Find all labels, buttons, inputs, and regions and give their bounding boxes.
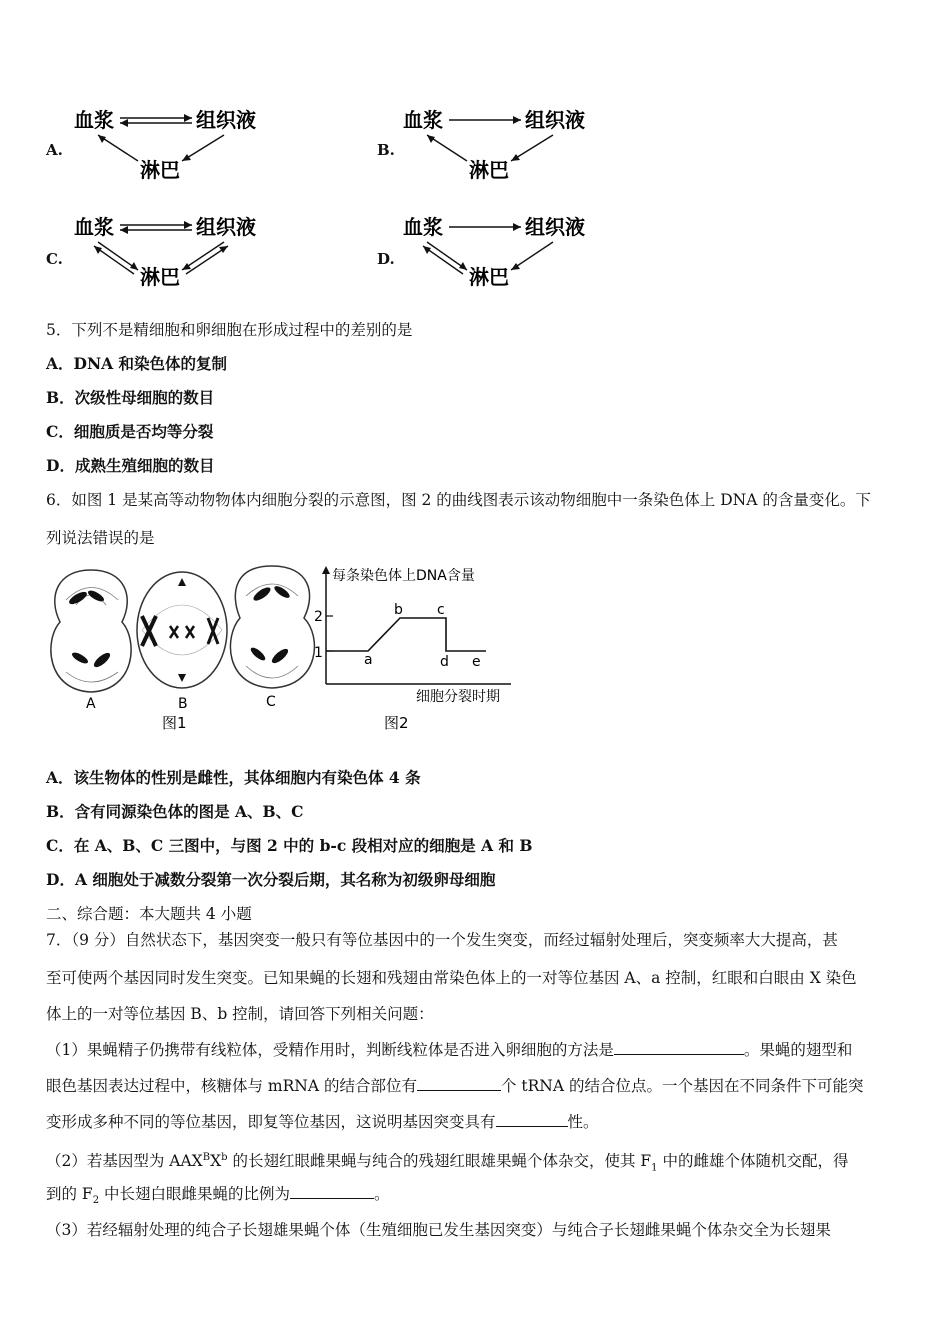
answer-blank-3[interactable] [496, 1112, 568, 1127]
q7-part1-line3 [46, 1112, 599, 1132]
plasma-label: 血浆 [74, 215, 114, 239]
q7-part2-line2 [46, 1184, 390, 1211]
superscript: B [202, 1152, 211, 1163]
q7-line3: 体上的一对等位基因 B、b 控制，请回答下列相关问题： [46, 1005, 434, 1023]
lymph-label: 淋巴 [469, 265, 509, 289]
cell-c-label: C [266, 694, 276, 710]
q7-part2-line1 [46, 1148, 848, 1178]
text: 的长翅红眼雌果蝇与纯合的残翅红眼雄果蝇个体杂交，使其 F [227, 1152, 652, 1171]
q7-part3-line1: （3）若经辐射处理的纯合子长翅雄果蝇个体（生殖细胞已发生基因突变）与纯合子长翅雌果蝇个体杂交全为长翅果 [46, 1221, 831, 1239]
q6-stem-line1: 6．如图 1 是某高等动物物体内细胞分裂的示意图，图 2 的曲线图表示该动物细胞中一条染色体上 DNA 的含量变化。下 [46, 491, 871, 509]
q5-option-b: B．次级性母细胞的数目 [46, 388, 215, 407]
diagram-C [46, 212, 346, 292]
flow-arrows [74, 105, 314, 185]
figure-1-caption: 图1 [162, 714, 187, 732]
option-label: C. [46, 250, 63, 268]
x-axis-label: 细胞分裂时期 [416, 689, 500, 705]
cell-b-label: B [178, 696, 188, 712]
plasma-label: 血浆 [403, 215, 443, 239]
y-tick-2: 2 [314, 609, 323, 625]
point-c: c [437, 602, 445, 618]
answer-blank-4[interactable] [290, 1184, 374, 1199]
q6-figures [46, 560, 526, 740]
figure-1-and-2 [46, 560, 526, 740]
q7-line2: 至可使两个基因同时发生突变。已知果蝇的长翅和残翅由常染色体上的一对等位基因 A、a 控制，红眼和白眼由 X 染色 [46, 969, 857, 987]
flow-arrows [74, 212, 314, 292]
q6-option-a: A．该生物体的性别是雌性，其体细胞内有染色体 4 条 [46, 768, 421, 787]
tissue-label: 组织液 [525, 108, 585, 132]
point-e: e [472, 654, 481, 670]
text: 。果蝇的翅型和 [743, 1041, 853, 1059]
subscript: 2 [92, 1195, 100, 1207]
q5-option-a: A．DNA 和染色体的复制 [46, 354, 228, 373]
lymph-label: 淋巴 [140, 265, 180, 289]
answer-blank-2[interactable] [417, 1076, 501, 1091]
option-label: A. [46, 141, 63, 159]
text: 中的雌雄个体随机交配，得 [657, 1152, 849, 1171]
cell-b [137, 572, 227, 712]
section-2-heading: 二、综合题：本大题共 4 小题 [46, 905, 252, 923]
lymph-label: 淋巴 [469, 158, 509, 182]
superscript: b [221, 1152, 228, 1163]
dna-content-curve [326, 618, 486, 651]
tissue-label: 组织液 [525, 215, 585, 239]
text: （1）果蝇精子仍携带有线粒体，受精作用时，判断线粒体是否进入卵细胞的方法是 [46, 1041, 614, 1059]
text: 性。 [567, 1113, 599, 1131]
text: 中长翅白眼雌果蝇的比例为 [99, 1185, 290, 1203]
plasma-label: 血浆 [74, 108, 114, 132]
q7-part1-line2 [46, 1076, 864, 1096]
q5-option-d: D．成熟生殖细胞的数目 [46, 456, 215, 475]
cell-c [230, 566, 314, 710]
plasma-label: 血浆 [403, 108, 443, 132]
cell-a-label: A [86, 696, 96, 712]
text: 。 [374, 1185, 390, 1203]
option-label: D. [377, 250, 395, 268]
text: X [210, 1152, 222, 1171]
text: 变形成多种不同的等位基因，即复等位基因，这说明基因突变具有 [46, 1113, 496, 1131]
answer-blank-1[interactable] [614, 1040, 744, 1055]
q5-option-c: C．细胞质是否均等分裂 [46, 422, 214, 441]
point-d: d [440, 654, 449, 670]
y-tick-1: 1 [314, 645, 323, 661]
diagram-A [46, 105, 346, 185]
q7-line1: 7．（9 分）自然状态下，基因突变一般只有等位基因中的一个发生突变，而经过辐射处理后，突变频率大大提高，甚 [46, 931, 838, 949]
point-b: b [394, 602, 403, 618]
tissue-label: 组织液 [196, 108, 256, 132]
flow-arrows [403, 105, 643, 185]
q6-option-b: B．含有同源染色体的图是 A、B、C [46, 802, 304, 821]
figure-2-graph [314, 566, 511, 732]
diagram-D [377, 212, 677, 292]
y-axis-label: 每条染色体上DNA含量 [332, 568, 475, 584]
flow-arrows [403, 212, 643, 292]
subscript: 1 [651, 1162, 658, 1174]
text: 到的 F [46, 1185, 93, 1203]
q7-part1-line1 [46, 1040, 852, 1060]
q6-stem-line2: 列说法错误的是 [46, 529, 155, 547]
q6-option-c: C．在 A、B、C 三图中，与图 2 中的 b-c 段相对应的细胞是 A 和 B [46, 836, 533, 855]
text: 个 tRNA 的结合位点。一个基因在不同条件下可能突 [500, 1077, 864, 1095]
tissue-label: 组织液 [196, 215, 256, 239]
q5-stem: 5．下列不是精细胞和卵细胞在形成过程中的差别的是 [46, 321, 413, 339]
cell-a [51, 570, 131, 712]
figure-2-caption: 图2 [384, 714, 409, 732]
q6-option-d: D．A 细胞处于减数分裂第一次分裂后期，其名称为初级卵母细胞 [46, 870, 496, 889]
point-a: a [364, 652, 373, 668]
lymph-label: 淋巴 [140, 158, 180, 182]
diagram-B [377, 105, 677, 185]
option-label: B. [377, 141, 395, 159]
text: 眼色基因表达过程中，核糖体与 mRNA 的结合部位有 [46, 1077, 417, 1095]
text: （2）若基因型为 AAX [46, 1152, 203, 1171]
